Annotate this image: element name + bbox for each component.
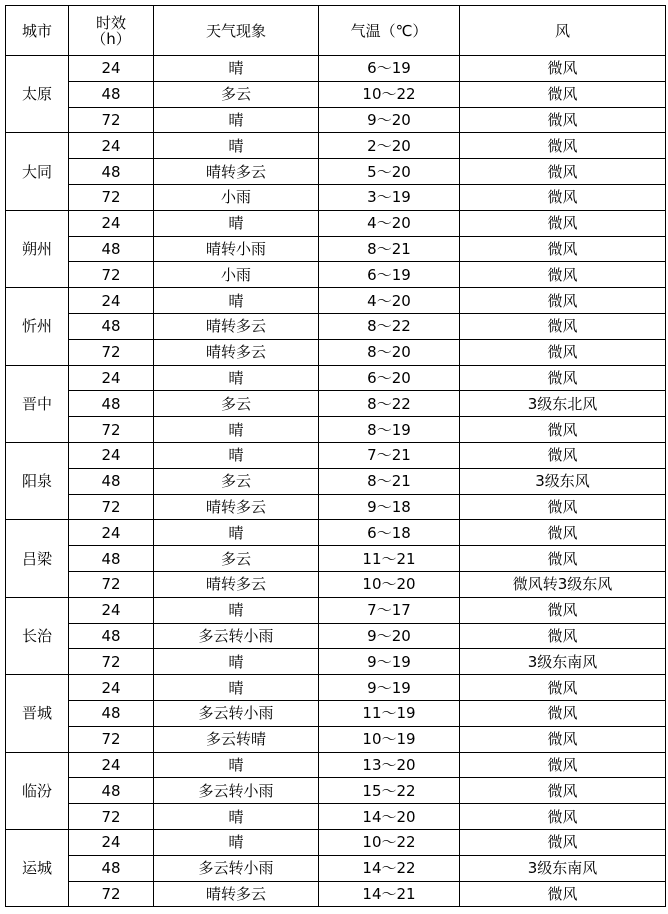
temperature-cell: 9～20 xyxy=(319,107,460,133)
period-cell: 48 xyxy=(69,623,154,649)
temperature-cell: 14～21 xyxy=(319,881,460,907)
table-row xyxy=(6,804,666,830)
table-row xyxy=(6,339,666,365)
period-cell: 48 xyxy=(69,855,154,881)
weather-cell: 多云转小雨 xyxy=(154,623,319,649)
wind-cell: 微风 xyxy=(460,778,666,804)
weather-cell: 晴转多云 xyxy=(154,494,319,520)
weather-cell: 晴 xyxy=(154,520,319,546)
table-row xyxy=(6,391,666,417)
weather-cell: 晴 xyxy=(154,804,319,830)
temperature-cell: 6～18 xyxy=(319,520,460,546)
weather-cell: 晴转多云 xyxy=(154,881,319,907)
wind-cell: 微风 xyxy=(460,159,666,185)
table-row xyxy=(6,855,666,881)
weather-cell: 多云转小雨 xyxy=(154,778,319,804)
period-cell: 72 xyxy=(69,417,154,443)
temperature-cell: 8～21 xyxy=(319,236,460,262)
period-cell: 24 xyxy=(69,675,154,701)
wind-cell: 微风 xyxy=(460,623,666,649)
period-cell: 24 xyxy=(69,442,154,468)
temperature-cell: 9～18 xyxy=(319,494,460,520)
weather-cell: 多云 xyxy=(154,546,319,572)
wind-cell: 微风 xyxy=(460,881,666,907)
wind-cell: 3级东南风 xyxy=(460,649,666,675)
wind-cell: 微风 xyxy=(460,56,666,82)
table-row xyxy=(6,417,666,443)
wind-cell: 微风 xyxy=(460,262,666,288)
temperature-cell: 8～21 xyxy=(319,468,460,494)
temperature-cell: 9～19 xyxy=(319,675,460,701)
table-row xyxy=(6,881,666,907)
weather-cell: 小雨 xyxy=(154,184,319,210)
weather-cell: 晴 xyxy=(154,133,319,159)
forecast-table xyxy=(5,5,666,907)
weather-cell: 多云 xyxy=(154,468,319,494)
period-cell: 72 xyxy=(69,107,154,133)
temperature-cell: 10～20 xyxy=(319,571,460,597)
period-cell: 48 xyxy=(69,700,154,726)
weather-cell: 晴 xyxy=(154,442,319,468)
wind-cell: 微风 xyxy=(460,288,666,314)
temperature-cell: 11～21 xyxy=(319,546,460,572)
table-row xyxy=(6,468,666,494)
weather-cell: 晴转多云 xyxy=(154,339,319,365)
table-row xyxy=(6,700,666,726)
temperature-cell: 7～21 xyxy=(319,442,460,468)
weather-cell: 晴 xyxy=(154,417,319,443)
wind-cell: 微风 xyxy=(460,184,666,210)
period-cell: 24 xyxy=(69,288,154,314)
header-period-line1: 时效 xyxy=(95,13,126,32)
wind-cell: 微风 xyxy=(460,829,666,855)
period-cell: 48 xyxy=(69,236,154,262)
temperature-cell: 13～20 xyxy=(319,752,460,778)
weather-cell: 多云转晴 xyxy=(154,726,319,752)
temperature-cell: 2～20 xyxy=(319,133,460,159)
period-cell: 24 xyxy=(69,597,154,623)
weather-cell: 晴转多云 xyxy=(154,571,319,597)
weather-cell: 晴 xyxy=(154,829,319,855)
forecast-table-container xyxy=(5,5,666,907)
wind-cell: 3级东北风 xyxy=(460,391,666,417)
temperature-cell: 6～19 xyxy=(319,56,460,82)
wind-cell: 微风 xyxy=(460,700,666,726)
wind-cell: 3级东风 xyxy=(460,468,666,494)
table-row xyxy=(6,236,666,262)
period-cell: 24 xyxy=(69,56,154,82)
temperature-cell: 14～20 xyxy=(319,804,460,830)
table-row xyxy=(6,726,666,752)
table-row xyxy=(6,184,666,210)
table-row xyxy=(6,752,666,778)
table-row xyxy=(6,675,666,701)
weather-cell: 多云 xyxy=(154,81,319,107)
temperature-cell: 15～22 xyxy=(319,778,460,804)
temperature-cell: 5～20 xyxy=(319,159,460,185)
temperature-cell: 8～22 xyxy=(319,391,460,417)
period-cell: 72 xyxy=(69,881,154,907)
wind-cell: 微风 xyxy=(460,597,666,623)
wind-cell: 微风 xyxy=(460,442,666,468)
weather-cell: 多云转小雨 xyxy=(154,855,319,881)
table-row xyxy=(6,81,666,107)
period-cell: 24 xyxy=(69,210,154,236)
city-name-cell: 太原 xyxy=(6,56,69,133)
city-name-cell: 忻州 xyxy=(6,288,69,365)
table-row xyxy=(6,649,666,675)
table-row xyxy=(6,442,666,468)
wind-cell: 微风 xyxy=(460,675,666,701)
temperature-cell: 8～20 xyxy=(319,339,460,365)
temperature-cell: 4～20 xyxy=(319,288,460,314)
table-row xyxy=(6,313,666,339)
period-cell: 48 xyxy=(69,778,154,804)
period-cell: 72 xyxy=(69,571,154,597)
table-row xyxy=(6,159,666,185)
table-row xyxy=(6,210,666,236)
header-temperature: 气温（℃） xyxy=(319,6,460,56)
table-row xyxy=(6,262,666,288)
header-row xyxy=(6,6,666,56)
table-row xyxy=(6,56,666,82)
wind-cell: 微风 xyxy=(460,804,666,830)
wind-cell: 微风 xyxy=(460,752,666,778)
table-row xyxy=(6,494,666,520)
wind-cell: 微风 xyxy=(460,339,666,365)
header-period xyxy=(69,6,154,56)
temperature-cell: 4～20 xyxy=(319,210,460,236)
wind-cell: 微风 xyxy=(460,365,666,391)
city-name-cell: 吕梁 xyxy=(6,520,69,597)
period-cell: 48 xyxy=(69,546,154,572)
period-cell: 72 xyxy=(69,494,154,520)
table-row xyxy=(6,829,666,855)
table-row xyxy=(6,623,666,649)
weather-cell: 多云转小雨 xyxy=(154,700,319,726)
city-name-cell: 临汾 xyxy=(6,752,69,829)
period-cell: 72 xyxy=(69,184,154,210)
wind-cell: 微风 xyxy=(460,494,666,520)
period-cell: 72 xyxy=(69,804,154,830)
weather-cell: 晴转多云 xyxy=(154,313,319,339)
table-row xyxy=(6,133,666,159)
city-name-cell: 阳泉 xyxy=(6,442,69,519)
temperature-cell: 11～19 xyxy=(319,700,460,726)
table-row xyxy=(6,597,666,623)
city-name-cell: 运城 xyxy=(6,829,69,906)
table-row xyxy=(6,546,666,572)
wind-cell: 微风 xyxy=(460,133,666,159)
temperature-cell: 9～19 xyxy=(319,649,460,675)
period-cell: 48 xyxy=(69,391,154,417)
weather-cell: 多云 xyxy=(154,391,319,417)
period-cell: 72 xyxy=(69,262,154,288)
wind-cell: 微风转3级东风 xyxy=(460,571,666,597)
weather-cell: 晴转小雨 xyxy=(154,236,319,262)
wind-cell: 微风 xyxy=(460,520,666,546)
forecast-table-body xyxy=(6,56,666,907)
temperature-cell: 6～19 xyxy=(319,262,460,288)
period-cell: 24 xyxy=(69,520,154,546)
temperature-cell: 8～19 xyxy=(319,417,460,443)
table-row xyxy=(6,520,666,546)
header-period-line2: （h） xyxy=(91,29,131,48)
period-cell: 48 xyxy=(69,468,154,494)
city-name-cell: 长治 xyxy=(6,597,69,674)
weather-cell: 晴 xyxy=(154,365,319,391)
wind-cell: 微风 xyxy=(460,546,666,572)
table-row xyxy=(6,365,666,391)
wind-cell: 微风 xyxy=(460,107,666,133)
table-row xyxy=(6,778,666,804)
weather-cell: 晴 xyxy=(154,752,319,778)
wind-cell: 微风 xyxy=(460,81,666,107)
period-cell: 72 xyxy=(69,726,154,752)
temperature-cell: 14～22 xyxy=(319,855,460,881)
city-name-cell: 晋城 xyxy=(6,675,69,752)
weather-cell: 晴 xyxy=(154,107,319,133)
temperature-cell: 6～20 xyxy=(319,365,460,391)
city-name-cell: 朔州 xyxy=(6,210,69,287)
temperature-cell: 3～19 xyxy=(319,184,460,210)
weather-cell: 晴转多云 xyxy=(154,159,319,185)
period-cell: 72 xyxy=(69,649,154,675)
table-row xyxy=(6,288,666,314)
city-name-cell: 大同 xyxy=(6,133,69,210)
weather-cell: 晴 xyxy=(154,649,319,675)
table-row xyxy=(6,571,666,597)
wind-cell: 微风 xyxy=(460,417,666,443)
weather-cell: 晴 xyxy=(154,288,319,314)
wind-cell: 微风 xyxy=(460,313,666,339)
period-cell: 48 xyxy=(69,81,154,107)
weather-cell: 晴 xyxy=(154,597,319,623)
header-wind: 风 xyxy=(460,6,666,56)
table-row xyxy=(6,107,666,133)
temperature-cell: 7～17 xyxy=(319,597,460,623)
wind-cell: 微风 xyxy=(460,726,666,752)
temperature-cell: 10～19 xyxy=(319,726,460,752)
header-weather: 天气现象 xyxy=(154,6,319,56)
period-cell: 48 xyxy=(69,313,154,339)
wind-cell: 微风 xyxy=(460,236,666,262)
wind-cell: 微风 xyxy=(460,210,666,236)
weather-cell: 晴 xyxy=(154,210,319,236)
city-name-cell: 晋中 xyxy=(6,365,69,442)
temperature-cell: 8～22 xyxy=(319,313,460,339)
weather-cell: 晴 xyxy=(154,675,319,701)
period-cell: 48 xyxy=(69,159,154,185)
weather-cell: 小雨 xyxy=(154,262,319,288)
period-cell: 24 xyxy=(69,365,154,391)
period-cell: 24 xyxy=(69,133,154,159)
temperature-cell: 10～22 xyxy=(319,829,460,855)
period-cell: 72 xyxy=(69,339,154,365)
temperature-cell: 10～22 xyxy=(319,81,460,107)
weather-cell: 晴 xyxy=(154,56,319,82)
period-cell: 24 xyxy=(69,829,154,855)
header-city: 城市 xyxy=(6,6,69,56)
temperature-cell: 9～20 xyxy=(319,623,460,649)
wind-cell: 3级东南风 xyxy=(460,855,666,881)
period-cell: 24 xyxy=(69,752,154,778)
